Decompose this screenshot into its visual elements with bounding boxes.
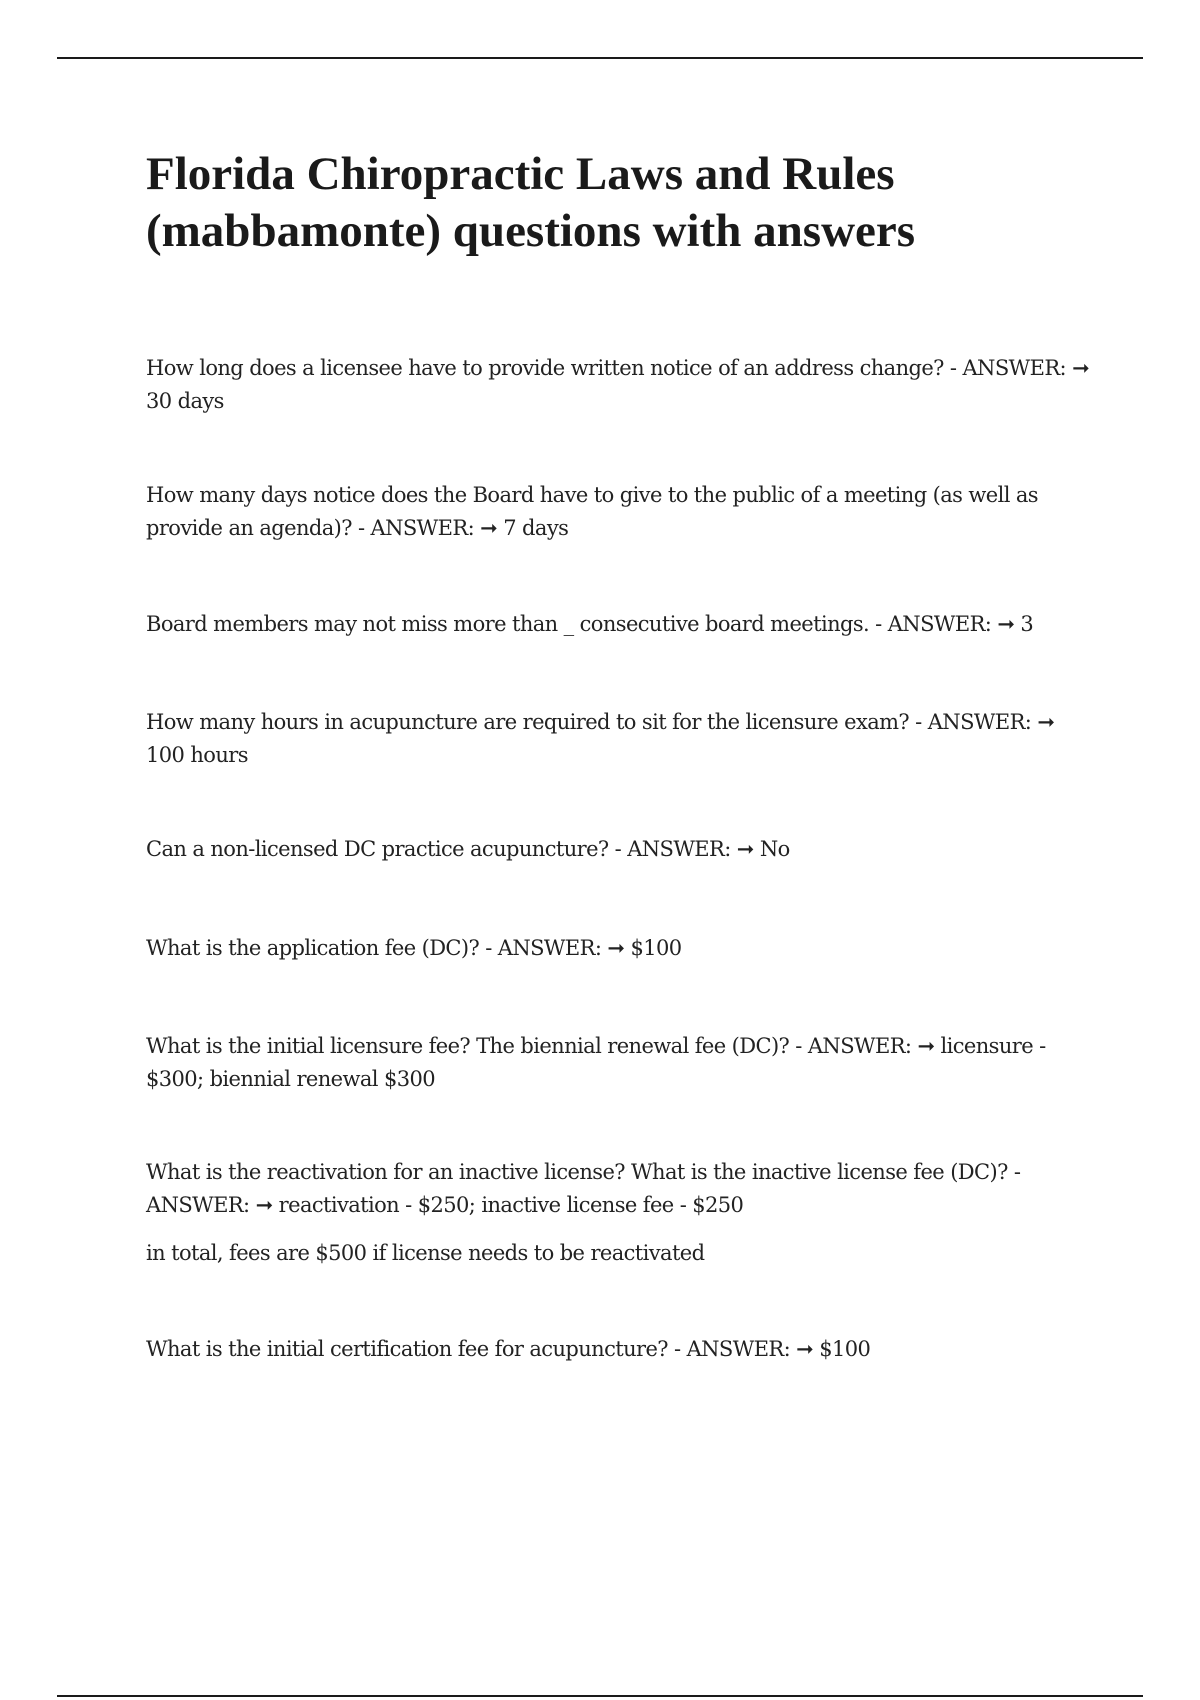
qa-item-8-note: in total, fees are $500 if license needs to be reactivated (146, 1241, 705, 1265)
header-rule (57, 57, 1143, 59)
qa-item-1: How long does a licensee have to provide written notice of an address change? - ANSWER: ➞ 30 days (146, 356, 1090, 413)
qa-item-6: What is the application fee (DC)? - ANSWER: ➞ $100 (146, 936, 682, 960)
title-line-2: (mabbamonte) questions with answers (146, 205, 916, 257)
qa-item-5: Can a non-licensed DC practice acupuncture? - ANSWER: ➞ No (146, 837, 790, 861)
qa-item-2: How many days notice does the Board have to give to the public of a meeting (as well as provide an agenda)? - ANSWER: ➞ 7 days (146, 483, 1038, 540)
qa-item-4: How many hours in acupuncture are required to sit for the licensure exam? - ANSWER: ➞ 100 hours (146, 710, 1055, 767)
document-title (146, 146, 1076, 260)
footer-rule (57, 1695, 1143, 1697)
qa-item-8: What is the reactivation for an inactive license? What is the inactive license fee (DC)? - ANSWER: ➞ reactivation - $250; inactive license fee - $250 (146, 1160, 1021, 1217)
qa-item-3: Board members may not miss more than _ consecutive board meetings. - ANSWER: ➞ 3 (146, 612, 1034, 636)
title-line-1: Florida Chiropractic Laws and Rules (146, 148, 895, 200)
qa-item-9: What is the initial certification fee for acupuncture? - ANSWER: ➞ $100 (146, 1337, 871, 1361)
qa-item-7: What is the initial licensure fee? The biennial renewal fee (DC)? - ANSWER: ➞ licensure - $300; biennial renewal $300 (146, 1034, 1046, 1091)
